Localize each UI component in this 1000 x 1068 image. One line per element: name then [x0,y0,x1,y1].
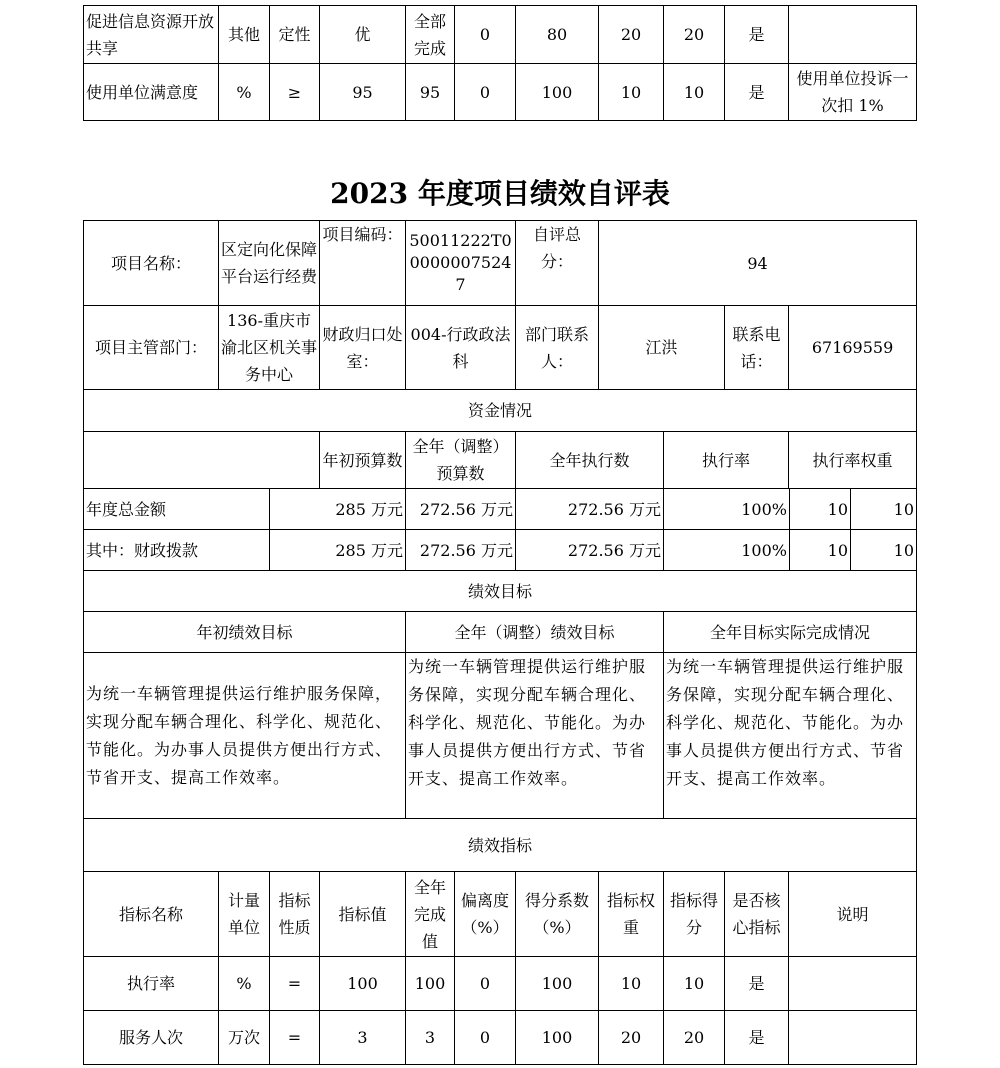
indicator-coefficient: 100 [516,957,599,1011]
phone-label: 联系电话： [725,306,789,390]
previous-indicator-table [83,5,917,121]
indicator-row [84,957,917,1011]
goal-actual: 为统一车辆管理提供运行维护服务保障，实现分配车辆合理化、科学化、规范化、节能化。为办事人员提供方便出行方式、节省开支、提高工作效率。 [664,653,917,819]
indicator-weight: 10 [599,957,664,1011]
self-score: 94 [599,221,917,306]
funds-header-executed: 全年执行数 [516,432,664,489]
ind-header-nature: 指标性质 [270,872,320,957]
self-score-label: 自评总分： [516,221,599,306]
indicator-target: 优 [320,6,406,64]
indicator-nature: = [270,1011,320,1065]
indicator-nature: ≥ [270,64,320,121]
project-info-row [84,221,917,306]
goal-adjusted: 为统一车辆管理提供运行维护服务保障，实现分配车辆合理化、科学化、规范化、节能化。为办事人员提供方便出行方式、节省开支、提高工作效率。 [406,653,664,819]
page-title: 2023 年度项目绩效自评表 [330,177,670,210]
indicator-target: 100 [320,957,406,1011]
indicator-deviation: 0 [455,64,516,121]
ind-header-name: 指标名称 [84,872,219,957]
indicators-section-title: 绩效指标 [84,819,917,872]
indicator-nature: = [270,957,320,1011]
indicator-score: 10 [664,64,725,121]
dept: 136-重庆市渝北区机关事务中心 [219,306,320,390]
ind-header-target: 指标值 [320,872,406,957]
funds-row-weight: 10 [790,489,851,530]
indicator-note [789,1011,917,1065]
indicator-coefficient: 100 [516,1011,599,1065]
funds-row-rate: 100% [664,530,790,571]
indicator-deviation: 0 [455,1011,516,1065]
indicator-note [789,957,917,1011]
funds-row-label: 其中：财政拨款 [84,530,270,571]
funds-row-adjusted: 272.56 万元 [406,489,516,530]
funds-table [83,488,917,571]
ind-header-coefficient: 得分系数（%） [516,872,599,957]
indicator-done: 100 [406,957,455,1011]
indicator-weight: 20 [599,1011,664,1065]
indicator-deviation: 0 [455,6,516,64]
funds-header-rate: 执行率 [664,432,789,489]
goals-header-initial: 年初绩效目标 [84,612,406,653]
indicator-core: 是 [725,1011,789,1065]
ind-header-weight: 指标权重 [599,872,664,957]
funds-section-row [84,390,917,432]
contact: 江洪 [599,306,725,390]
finance: 004-行政政法科 [406,306,516,390]
indicator-weight: 20 [599,6,664,64]
project-dept-row [84,306,917,390]
goals-content-row [84,653,917,819]
goal-initial: 为统一车辆管理提供运行维护服务保障，实现分配车辆合理化、科学化、规范化、节能化。为办事人员提供方便出行方式、节省开支、提高工作效率。 [84,653,406,819]
funds-row-score: 10 [851,489,917,530]
contact-label: 部门联系人： [516,306,599,390]
funds-header-initial: 年初预算数 [320,432,406,489]
indicator-unit: % [219,64,270,121]
funds-row-initial: 285 万元 [270,489,406,530]
dept-label: 项目主管部门： [84,306,219,390]
ind-header-done: 全年完成值 [406,872,455,957]
indicator-core: 是 [725,6,789,64]
indicator-unit: 万次 [219,1011,270,1065]
funds-row-score: 10 [851,530,917,571]
indicator-name: 服务人次 [84,1011,219,1065]
funds-header-row [84,432,917,489]
indicator-deviation: 0 [455,957,516,1011]
phone: 67169559 [789,306,917,390]
goals-section-row [84,571,917,612]
indicator-unit: % [219,957,270,1011]
indicator-done: 95 [406,64,455,121]
indicator-note: 使用单位投诉一次扣 1% [789,64,917,121]
project-code-label: 项目编码： [320,221,406,306]
goals-header-adjusted: 全年（调整）绩效目标 [406,612,664,653]
project-name: 区定向化保障平台运行经费 [219,221,320,306]
goals-section-title: 绩效目标 [84,571,917,612]
funds-header-adjusted: 全年（调整）预算数 [406,432,516,489]
indicators-header-row [84,872,917,957]
indicator-name: 使用单位满意度 [84,64,219,121]
evaluation-table [83,220,917,489]
funds-row-executed: 272.56 万元 [516,530,664,571]
funds-row [84,489,917,530]
funds-row-label: 年度总金额 [84,489,270,530]
indicator-row [84,6,917,64]
indicator-score: 10 [664,957,725,1011]
project-code: 50011222T000000075247 [406,221,516,306]
funds-row-executed: 272.56 万元 [516,489,664,530]
indicator-done: 全部完成 [406,6,455,64]
ind-header-note: 说明 [789,872,917,957]
indicator-unit: 其他 [219,6,270,64]
project-name-label: 项目名称： [84,221,219,306]
indicator-coefficient: 100 [516,64,599,121]
indicator-score: 20 [664,1011,725,1065]
indicators-section-row [84,819,917,872]
goals-header-actual: 全年目标实际完成情况 [664,612,917,653]
indicator-done: 3 [406,1011,455,1065]
ind-header-core: 是否核心指标 [725,872,789,957]
indicator-weight: 10 [599,64,664,121]
funds-header-weight: 执行率权重 [789,432,917,489]
indicator-core: 是 [725,957,789,1011]
indicator-row [84,1011,917,1065]
funds-row-weight: 10 [790,530,851,571]
funds-row [84,530,917,571]
goals-table [83,570,917,819]
indicator-row [84,64,917,121]
funds-row-rate: 100% [664,489,790,530]
ind-header-deviation: 偏离度（%） [455,872,516,957]
ind-header-score: 指标得分 [664,872,725,957]
funds-section-title: 资金情况 [84,390,917,432]
indicator-target: 95 [320,64,406,121]
indicator-name: 促进信息资源开放共享 [84,6,219,64]
ind-header-unit: 计量单位 [219,872,270,957]
goals-header-row [84,612,917,653]
indicator-name: 执行率 [84,957,219,1011]
finance-label: 财政归口处室： [320,306,406,390]
indicators-table [83,818,917,1065]
funds-header-blank [84,432,320,489]
indicator-nature: 定性 [270,6,320,64]
indicator-core: 是 [725,64,789,121]
indicator-note [789,6,917,64]
indicator-score: 20 [664,6,725,64]
funds-row-initial: 285 万元 [270,530,406,571]
indicator-coefficient: 80 [516,6,599,64]
funds-row-adjusted: 272.56 万元 [406,530,516,571]
indicator-target: 3 [320,1011,406,1065]
